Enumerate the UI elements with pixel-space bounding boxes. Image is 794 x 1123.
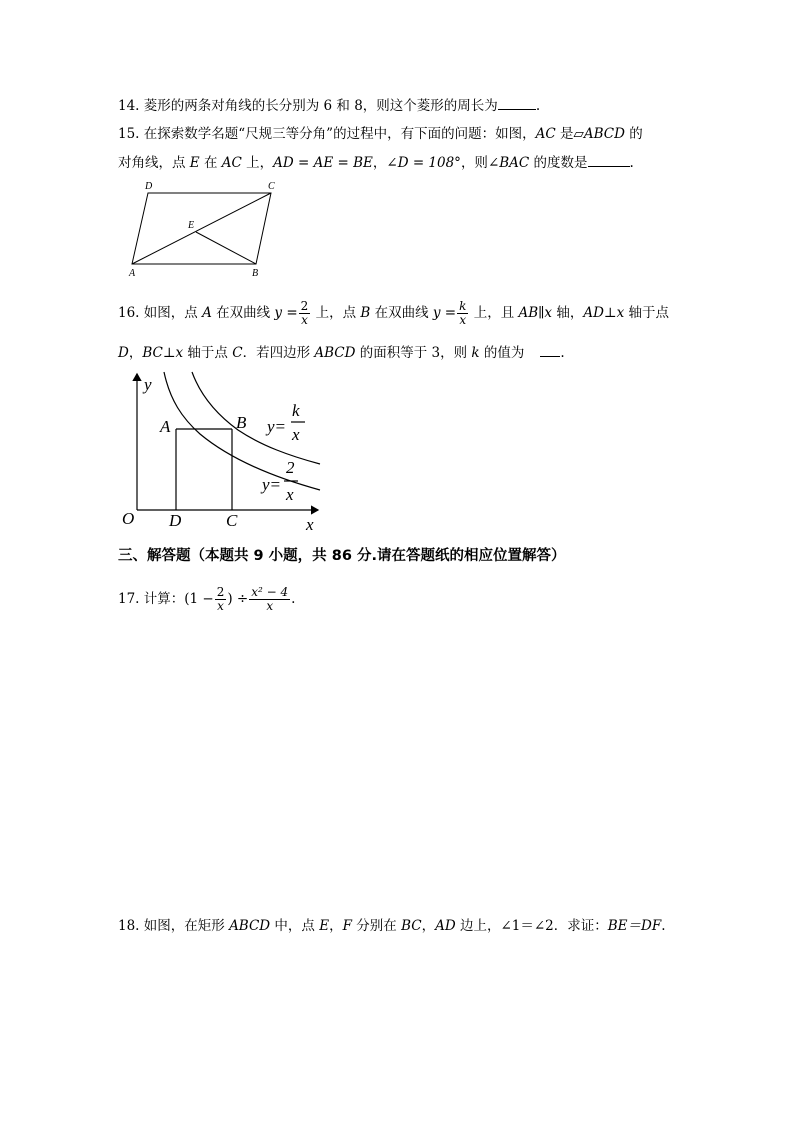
q16-y-equals: y = [274, 305, 298, 321]
q17-close-paren: ) ÷ [227, 591, 249, 607]
question-16-line-2 [118, 342, 565, 363]
q15-text: ，则 [460, 155, 488, 171]
fraction-k-over-x [457, 300, 468, 327]
curve-2-label-den: x [286, 485, 294, 504]
q18-point-f: F [342, 918, 352, 934]
q15-angle-bac: ∠BAC [487, 155, 530, 171]
q16-point-b: B [360, 305, 371, 321]
fraction-x2-minus-4-over-x [249, 586, 290, 613]
q15-equation: AD = AE = BE [273, 155, 373, 171]
q17-open-paren: (1 − [184, 591, 214, 607]
q16-ab-parallel: AB∥x [518, 305, 553, 321]
q16-text: 上，且 [469, 305, 519, 321]
q16-text: 在双曲线 [211, 305, 275, 321]
q16-text: 轴于点 [183, 345, 233, 361]
q15-text: ， [372, 155, 387, 171]
segment-eb [196, 232, 256, 264]
fraction-2-over-x [299, 300, 311, 327]
label-y-axis: y [144, 375, 152, 394]
q16-text: ．若四边形 [242, 345, 315, 361]
q15-text: 的 [624, 126, 643, 142]
q15-text: 是 [555, 126, 574, 142]
q18-side-ad: AD [435, 918, 456, 934]
question-15-line-2 [118, 152, 634, 173]
q15-text: 上， [241, 155, 274, 171]
fraction-numerator: x² − 4 [251, 585, 289, 599]
label-c: C [268, 181, 275, 192]
answer-blank[interactable] [588, 152, 630, 167]
curve-2-label-num: 2 [286, 458, 295, 477]
fraction-denominator: x [457, 313, 468, 327]
q18-period: . [661, 918, 666, 934]
fraction-numerator: 2 [216, 585, 225, 599]
q18-text: 中，点 [270, 918, 320, 934]
label-b: B [252, 268, 259, 279]
q18-text: 分别在 [351, 918, 402, 934]
q16-text: 轴， [552, 305, 584, 321]
q18-text: 18. 如图，在矩形 [118, 918, 230, 934]
q18-text: ， [421, 918, 436, 934]
answer-blank[interactable] [540, 342, 560, 357]
fraction-denominator: x [249, 599, 290, 613]
q17-period: . [291, 591, 296, 607]
q15-text: 在 [199, 155, 222, 171]
q16-point-a: A [202, 305, 212, 321]
question-15-line-1 [118, 124, 643, 144]
q15-text: 对角线，点 [118, 155, 190, 171]
q17-text: 17. 计算： [118, 591, 185, 607]
q15-ac: AC [221, 155, 242, 171]
label-e: E [188, 220, 195, 231]
fraction-2-over-x [215, 586, 227, 613]
q16-y-equals: y = [432, 305, 457, 321]
q15-angle-d: ∠D = 108° [386, 155, 461, 171]
q16-ad-perp: AD⊥x [583, 305, 625, 321]
q18-conclusion: BE＝DF [607, 918, 662, 934]
q18-text: ， [329, 918, 343, 934]
q15-ac: AC [535, 126, 556, 142]
q16-text: 在双曲线 [370, 305, 433, 321]
section-heading: 三、解答题（本题共 9 小题，共 86 分.请在答题纸的相应位置解答） [118, 548, 566, 564]
fraction-numerator: k [459, 299, 467, 313]
q16-k: k [471, 345, 480, 361]
label-a: A [129, 268, 136, 279]
fraction-numerator: 2 [300, 299, 309, 313]
q15-text: 的度数是 [529, 155, 588, 171]
q18-text: 边上，∠1＝∠2．求证： [455, 918, 608, 934]
q18-point-e: E [319, 918, 330, 934]
label-d: D [169, 511, 182, 530]
q16-text: 16. 如图，点 [118, 305, 203, 321]
q16-text: 的面积等于 3，则 [355, 345, 472, 361]
label-a: A [160, 417, 171, 436]
label-c: C [226, 511, 238, 530]
curve-k-label-y: y= [267, 417, 287, 436]
q16-text: ， [128, 345, 143, 361]
label-d: D [145, 181, 153, 192]
question-17 [118, 586, 295, 613]
curve-k-label-num: k [292, 401, 300, 420]
q16-text: 的值为 [479, 345, 525, 361]
parallelogram-figure [120, 178, 290, 280]
answer-blank[interactable] [498, 95, 536, 110]
q16-text: 上，点 [311, 305, 361, 321]
label-b: B [236, 413, 247, 432]
q18-side-bc: BC [401, 918, 422, 934]
label-x-axis: x [306, 515, 314, 534]
label-origin: O [122, 509, 135, 528]
question-16-line-1 [118, 300, 669, 327]
curve-k-label-den: x [292, 425, 300, 444]
curve-k-over-x [192, 372, 320, 464]
question-14 [118, 95, 540, 116]
q16-text: 轴于点 [624, 305, 670, 321]
q16-quad-abcd: ABCD [314, 345, 356, 361]
q16-bc-perp: BC⊥x [142, 345, 184, 361]
curve-2-label-y: y= [262, 475, 282, 494]
hyperbola-figure [112, 364, 338, 536]
q16-point-c: C [232, 345, 243, 361]
q15-period: . [629, 155, 634, 171]
q14-text: 14. 菱形的两条对角线的长分别为 6 和 8，则这个菱形的周长为 [118, 98, 498, 114]
fraction-denominator: x [215, 599, 227, 613]
q15-parallelogram-symbol: ▱ABCD [573, 126, 625, 142]
q14-period: . [535, 98, 541, 114]
q15-point-e: E [189, 155, 200, 171]
fraction-denominator: x [299, 313, 311, 327]
q18-rect-abcd: ABCD [229, 918, 271, 934]
diagonal-ac [132, 193, 271, 264]
q15-text: 15. 在探索数学名题“尺规三等分角”的过程中，有下面的问题：如图， [118, 126, 536, 142]
q16-point-d: D [118, 345, 129, 361]
question-18 [118, 916, 666, 936]
q16-period: . [560, 345, 565, 361]
